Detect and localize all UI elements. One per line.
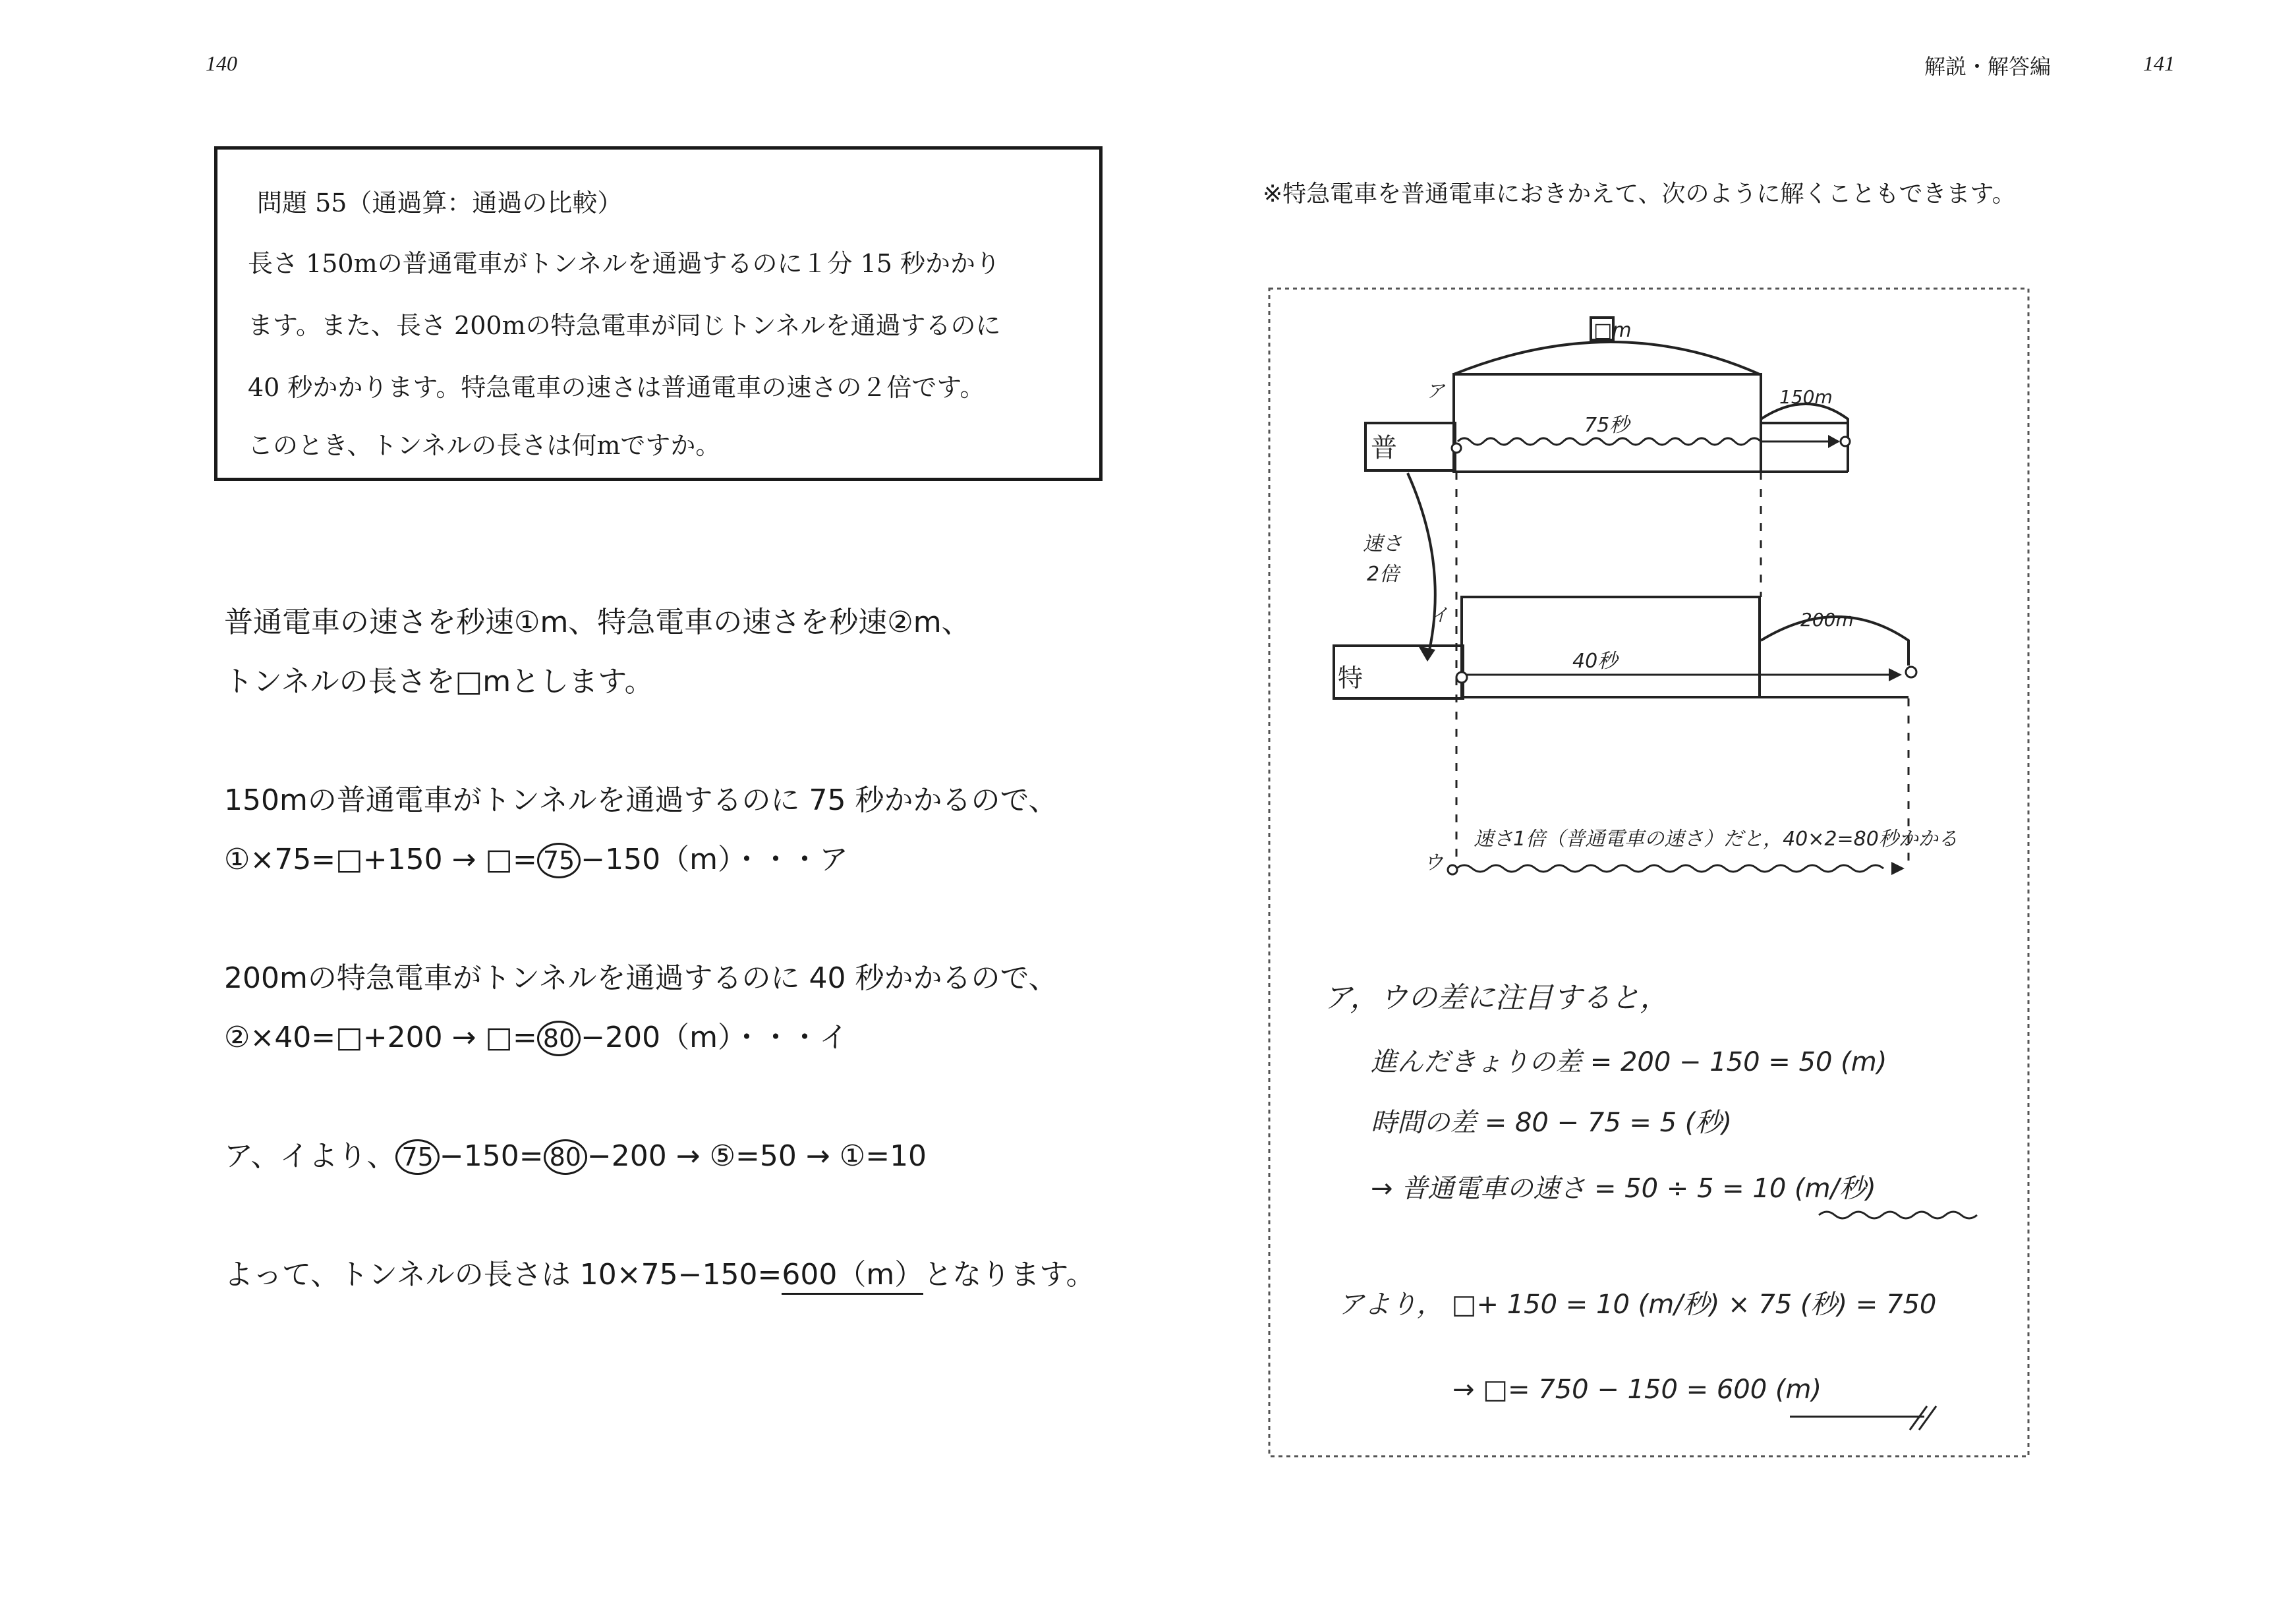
arrow-head [1889,668,1902,681]
solution-line: トンネルの長さを□mとします。 [224,665,654,698]
bracket-150 [1761,404,1848,472]
time-75: 75秒 [1584,414,1630,437]
equation-text: ②×40=□+200 → □= [224,1021,537,1054]
work-text: → 普通電車の速さ = 50 ÷ 5 = [1371,1174,1753,1204]
length-150: 150m [1779,386,1833,408]
alternative-note: ※特急電車を普通電車におきかえて、次のように解くこともできます。 [1263,181,2016,208]
length-arc [1454,342,1760,374]
work-line: 時間の差 = 80 − 75 = 5 (秒) [1371,1108,1733,1138]
label-futsu: 普 [1371,433,1397,463]
equation-text: −150= [439,1139,544,1173]
solution-line: 普通電車の速さを秒速①m、特急電車の速さを秒速②m、 [224,606,971,639]
problem-line: このとき、トンネルの長さは何mですか。 [248,431,721,460]
problem-title: 問題 55（通過算：通過の比較） [257,188,623,217]
circled-number: 80 [544,1139,587,1175]
length-200: 200m [1800,609,1854,631]
page-number-right: 141 [2143,51,2175,75]
label-tokkyu: 特 [1338,664,1363,693]
speed-arrow [1408,473,1435,659]
wavy-line [1458,438,1761,445]
solution-line: 200mの特急電車がトンネルを通過するのに 40 秒かかるので、 [224,961,1058,995]
equation-text: ①×75=□+150 → □= [224,843,537,876]
end-point [1841,437,1850,446]
work-text: → □= 750 − 150 = [1452,1375,1717,1405]
equation-text: ア、イより、 [224,1139,396,1173]
u-description: 速さ1倍（普通電車の速さ）だと，40×2=80秒かかる [1474,828,1958,851]
running-header: 解説・解答編 [1924,54,2052,79]
circled-number: 80 [537,1021,581,1056]
work-answer: 600 (m) [1716,1375,1822,1405]
start-point [1452,443,1461,453]
time-40: 40秒 [1572,650,1618,673]
length-label: □m [1593,319,1632,342]
problem-line: 長さ 150mの普通電車がトンネルを通過するのに１分 15 秒かかり [248,249,1001,278]
circled-number: 75 [537,843,581,878]
double-slash [1910,1406,1927,1430]
speed-arrow-head [1418,646,1435,662]
circled-number: 75 [395,1139,439,1175]
end-point [1906,667,1916,677]
wavy-line-u [1456,865,1883,872]
solution-line: 150mの普通電車がトンネルを通過するのに 75 秒かかるので、 [224,783,1058,817]
work-line: ア，ウの差に注目すると， [1323,981,1669,1015]
speed-label: 2倍 [1367,563,1400,586]
problem-line: ます。また、長さ 200mの特急電車が同じトンネルを通過するのに [248,311,1001,340]
label-a: ア [1426,380,1445,402]
start-point [1448,865,1457,874]
work-answer: 10 (m/秒) [1752,1174,1876,1204]
equation-text: よって、トンネルの長さは 10×75−150= [224,1258,782,1291]
work-line [1452,1375,1822,1405]
page-number-left: 140 [206,51,237,75]
label-u: ウ [1423,851,1443,874]
equation-text: −200 → ⑤=50 → ①=10 [587,1139,927,1173]
double-slash [1919,1406,1936,1430]
work-line: 進んだきょりの差 = 200 − 150 = 50 (m) [1371,1047,1887,1077]
problem-line: 40 秒かかります。特急電車の速さは普通電車の速さの２倍です。 [248,373,985,402]
label-i: イ [1430,604,1449,626]
equation-text: −150（m）・・・ア [581,843,848,876]
equation-text: −200（m）・・・イ [581,1021,848,1054]
arrow-head [1891,862,1905,875]
speed-label: 速さ [1363,532,1402,555]
start-point [1456,672,1467,683]
answer-wave [1819,1212,1977,1218]
work-line: アより， □+ 150 = 10 (m/秒) × 75 (秒) = 750 [1338,1290,1937,1320]
work-line [1371,1168,1876,1205]
equation-text: となります。 [923,1258,1095,1291]
answer-underlined: 600（m） [782,1258,923,1295]
arrow-head [1828,435,1840,448]
